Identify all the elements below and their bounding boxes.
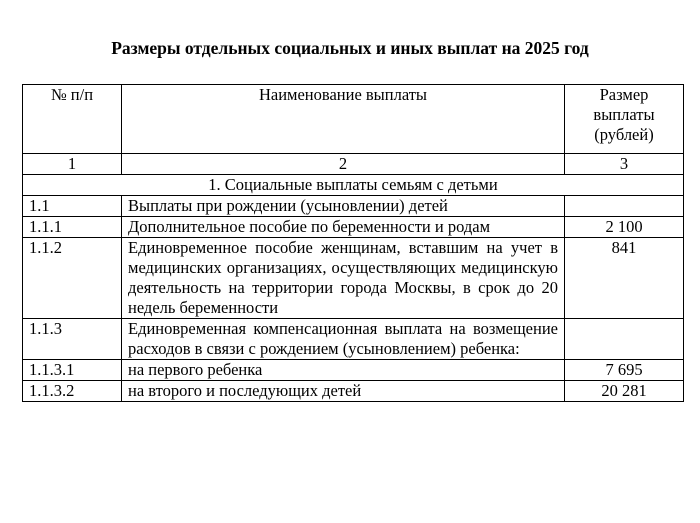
table-row <box>23 319 684 360</box>
column-number: 1 <box>23 154 122 175</box>
column-number-row <box>23 154 684 175</box>
row-name: на второго и последующих детей <box>122 381 565 402</box>
section-row <box>23 175 684 196</box>
row-name: Выплаты при рождении (усыновлении) детей <box>122 196 565 217</box>
page-title: Размеры отдельных социальных и иных выплат на 2025 год <box>111 38 589 58</box>
payments-table <box>22 84 684 402</box>
table-row <box>23 238 684 319</box>
header-size: Размер выплаты (рублей) <box>565 85 684 154</box>
table-row <box>23 360 684 381</box>
header-name: Наименование выплаты <box>122 85 565 154</box>
table-row <box>23 381 684 402</box>
row-name: Дополнительное пособие по беременности и родам <box>122 217 565 238</box>
row-num: 1.1 <box>23 196 122 217</box>
row-size: 2 100 <box>565 217 684 238</box>
row-num: 1.1.1 <box>23 217 122 238</box>
row-num: 1.1.3 <box>23 319 122 360</box>
header-num: № п/п <box>23 85 122 154</box>
table-row <box>23 217 684 238</box>
row-name: Единовременная компенсационная выплата на возмещение расходов в связи с рождением (усыновлением) ребенка: <box>122 319 565 360</box>
row-num: 1.1.2 <box>23 238 122 319</box>
row-size: 7 695 <box>565 360 684 381</box>
row-num: 1.1.3.2 <box>23 381 122 402</box>
row-size <box>565 319 684 360</box>
section-title: 1. Социальные выплаты семьям с детьми <box>23 175 684 196</box>
row-size <box>565 196 684 217</box>
table-row <box>23 196 684 217</box>
column-number: 2 <box>122 154 565 175</box>
row-num: 1.1.3.1 <box>23 360 122 381</box>
row-name: на первого ребенка <box>122 360 565 381</box>
row-size: 20 281 <box>565 381 684 402</box>
row-name: Единовременное пособие женщинам, вставшим на учет в медицинских организациях, осуществляющих медицинскую деятельность на территории города Москвы, в срок до 20 недель беременности <box>122 238 565 319</box>
column-number: 3 <box>565 154 684 175</box>
table-header-row <box>23 85 684 154</box>
row-size: 841 <box>565 238 684 319</box>
